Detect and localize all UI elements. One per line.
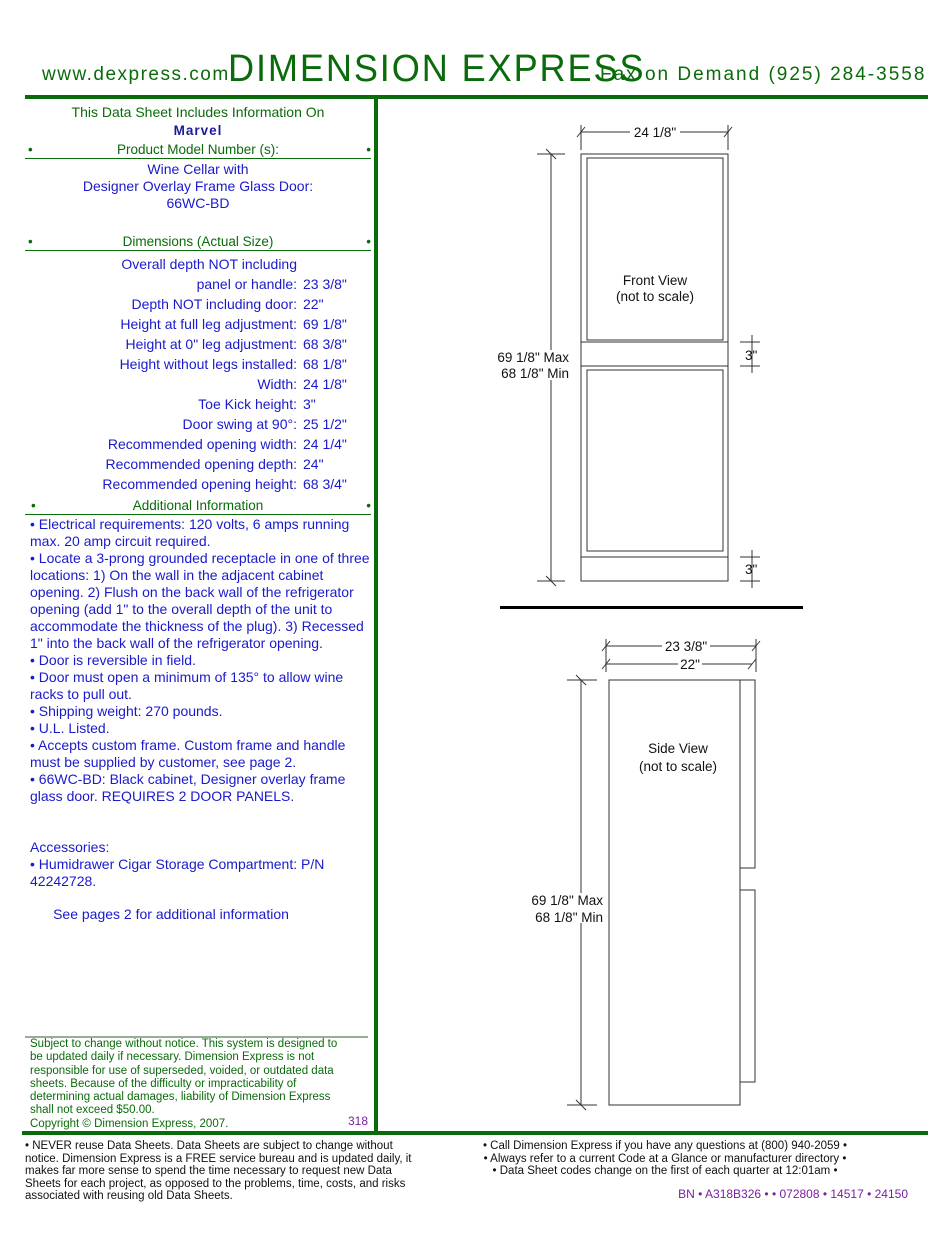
side-view-title: Side View	[648, 741, 708, 756]
section-heading-text: Product Model Number (s):	[116, 142, 280, 157]
footer-warning: • NEVER reuse Data Sheets. Data Sheets are subject to change without notice. Dimension Express is a FREE service bureau and is updated daily, it makes far more sense to spend the time necessary to request new Data Sheets for each project, as opposed to the problems, time, costs, and risks associated with reusing old Data Sheets.	[25, 1140, 412, 1203]
side-height-min: 68 1/8" Min	[535, 910, 603, 925]
dimension-value: 68 3/8"	[303, 336, 347, 352]
dimension-value: 24"	[303, 456, 324, 472]
dimension-value: 3"	[303, 396, 316, 412]
dimension-value: 24 1/4"	[303, 436, 347, 452]
side-depth2-label: 22"	[680, 657, 700, 672]
dimension-label: Recommended opening width:	[107, 436, 297, 452]
center-band	[581, 342, 728, 366]
footer-line: • Call Dimension Express if you have any questions at (800) 940-2059 •	[482, 1140, 848, 1152]
info-item: • Locate a 3-prong grounded receptacle in one of three locations: 1) On the wall in the adjacent cabinet opening. 2) Flush on the back wall of the refrigerator opening (add 1" to the overall depth of the unit to accommodate the thickness of the plug). 3) Recessed 1" into the back wall of the refrigerator opening.	[30, 550, 370, 651]
front-view-title: Front View	[622, 273, 688, 288]
dimension-label: Height at 0" leg adjustment:	[125, 336, 297, 352]
front-height-min: 68 1/8" Min	[501, 366, 569, 381]
barcode-number: BN • A318B326 • • 072808 • 14517 • 24150	[678, 1187, 908, 1201]
toe-kick-label: 3"	[745, 562, 758, 577]
dimension-value: 69 1/8"	[303, 316, 347, 332]
model-number: 66WC-BD	[166, 195, 230, 211]
dimension-label: Overall depth NOT including	[121, 256, 297, 272]
dimension-label: Toe Kick height:	[198, 396, 297, 412]
footer-line: • Data Sheet codes change on the first of each quarter at 12:01am •	[492, 1165, 838, 1178]
dimension-label: Recommended opening height:	[102, 476, 297, 492]
upper-door-panel	[587, 158, 723, 340]
dimension-label: Door swing at 90°:	[182, 416, 297, 432]
section-heading-text: Additional Information	[132, 498, 264, 513]
footer-info	[470, 1140, 860, 1178]
info-item: • Shipping weight: 270 pounds.	[30, 703, 223, 719]
front-cabinet-outline	[581, 154, 728, 581]
info-item: • Electrical requirements: 120 volts, 6 amps running max. 20 amp circuit required.	[30, 516, 350, 549]
brand-name: Marvel	[173, 123, 223, 138]
disclaimer-text: Subject to change without notice. This system is designed to be updated daily if necessary. Dimension Express is not responsible for use of superseded, voided, or outdated data sheets. Because of the difficulty or impracticability of determining actual damages, liability of Dimension Express shall not exceed $50.00.	[30, 1038, 338, 1117]
front-height-max: 69 1/8" Max	[497, 350, 569, 365]
band-height-label: 3"	[745, 348, 758, 363]
copyright: Copyright © Dimension Express, 2007.	[30, 1117, 229, 1130]
footer-line: • Always refer to a current Code at a Glance or manufacturer directory •	[483, 1152, 847, 1165]
front-width-label: 24 1/8"	[633, 125, 677, 140]
dimensions-section-heading: • Dimensions (Actual Size) •	[25, 235, 371, 251]
dimension-value: 25 1/2"	[303, 416, 347, 432]
dimension-value: 22"	[303, 296, 324, 312]
dimension-label: Height at full leg adjustment:	[120, 316, 297, 332]
dimension-label: Width:	[257, 376, 297, 392]
dimension-value: 24 1/8"	[303, 376, 347, 392]
additional-section-heading: • Additional Information •	[25, 499, 371, 515]
dimension-label: Depth NOT including door:	[131, 296, 297, 312]
dimension-label: Recommended opening depth:	[105, 456, 297, 472]
info-item: • 66WC-BD: Black cabinet, Designer overlay frame glass door. REQUIRES 2 DOOR PANELS.	[30, 771, 346, 804]
accessories-heading: Accessories:	[30, 839, 110, 855]
model-section-heading: • Product Model Number (s): •	[25, 143, 371, 159]
model-line: Designer Overlay Frame Glass Door:	[82, 178, 314, 194]
side-height-max: 69 1/8" Max	[531, 893, 603, 908]
front-view-subtitle: (not to scale)	[615, 289, 695, 304]
page-code: 318	[348, 1114, 369, 1128]
side-view-drawing	[567, 639, 760, 1110]
info-item: • Door is reversible in field.	[30, 652, 196, 668]
fax-number: Fax on Demand (925) 284-3558	[600, 64, 927, 85]
side-depth-label: 23 3/8"	[664, 639, 708, 654]
dimension-value: 68 1/8"	[303, 356, 347, 372]
door-profile	[740, 680, 755, 1082]
accessory-item: • Humidrawer Cigar Storage Compartment: P/N 42242728.	[30, 856, 325, 889]
view-separator	[500, 606, 803, 609]
website-url: www.dexpress.com	[42, 64, 230, 85]
see-pages-note: See pages 2 for additional information	[53, 906, 289, 922]
model-line: Wine Cellar with	[147, 161, 249, 177]
brand-title: DIMENSION EXPRESS	[228, 48, 646, 90]
info-item: • U.L. Listed.	[30, 720, 110, 736]
dimension-label: panel or handle:	[196, 276, 297, 292]
info-item: • Accepts custom frame. Custom frame and handle must be supplied by customer, see page 2.	[30, 737, 346, 770]
info-item: • Door must open a minimum of 135° to allow wine racks to pull out.	[30, 669, 344, 702]
section-heading-text: Dimensions (Actual Size)	[122, 234, 274, 249]
lower-door-panel	[587, 370, 723, 551]
side-view-subtitle: (not to scale)	[638, 759, 718, 774]
dimension-value: 68 3/4"	[303, 476, 347, 492]
intro-text: This Data Sheet Includes Information On	[71, 104, 325, 120]
dimension-value: 23 3/8"	[303, 276, 347, 292]
dimension-label: Height without legs installed:	[119, 356, 297, 372]
